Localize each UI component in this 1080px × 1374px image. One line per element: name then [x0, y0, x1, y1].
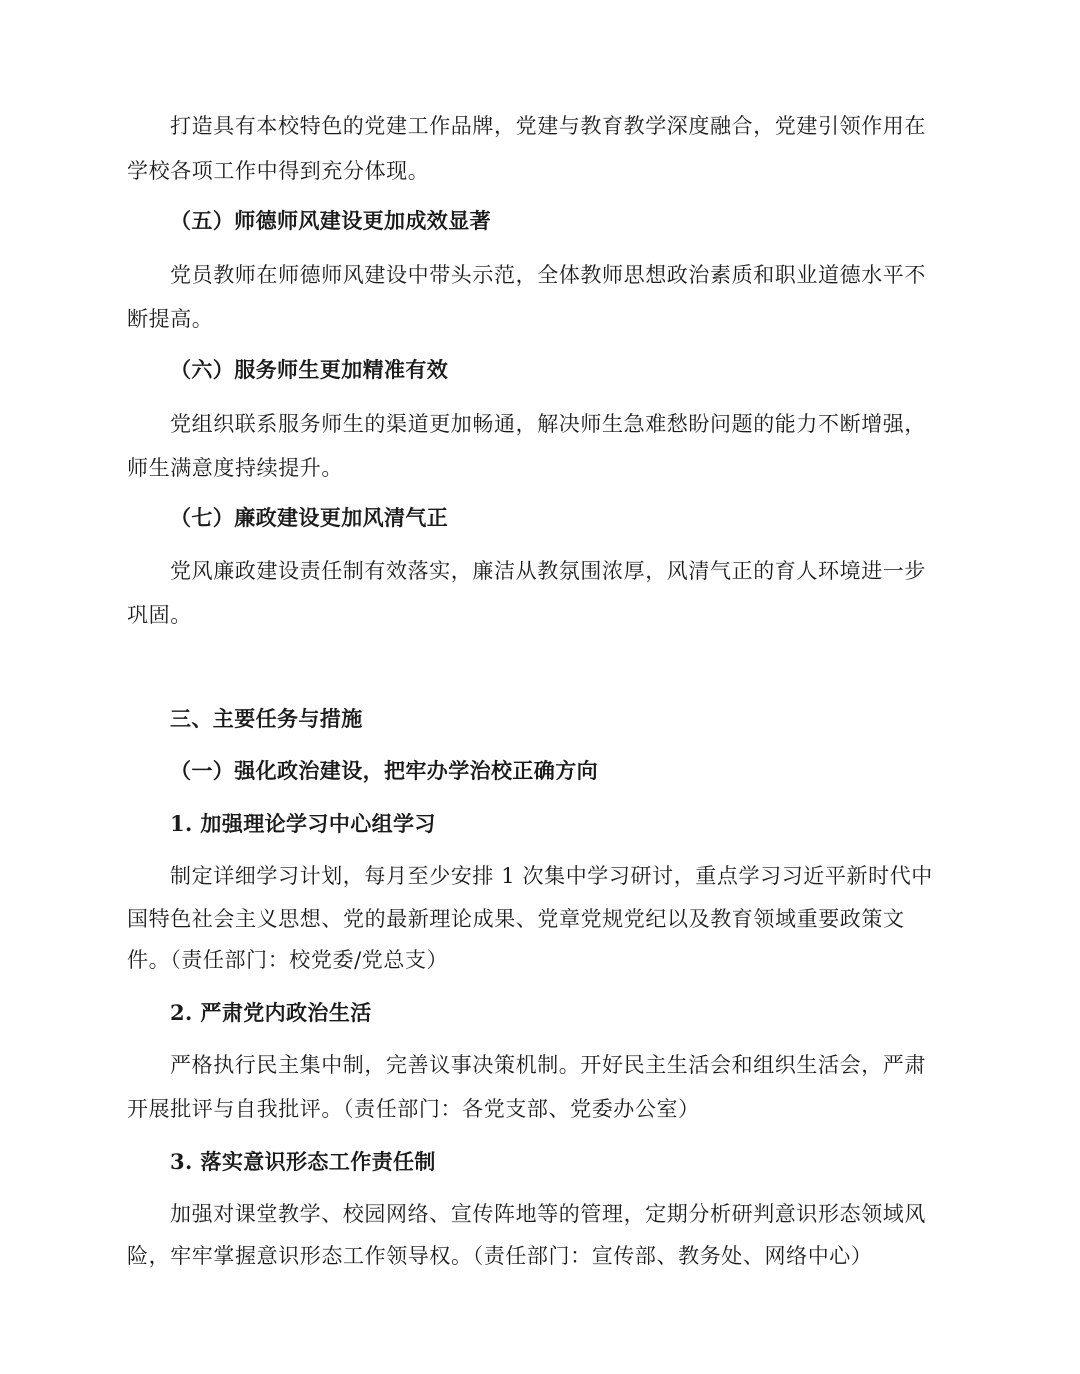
- paragraph-line: 党员教师在师德师风建设中带头示范，全体教师思想政治素质和职业道德水平不: [170, 263, 926, 287]
- subheading-five: （五）师德师风建设更加成效显著: [170, 208, 491, 233]
- section-heading-three: 三、主要任务与措施: [170, 706, 363, 731]
- subheading-seven: （七）廉政建设更加风清气正: [170, 505, 449, 530]
- paragraph-line: 打造具有本校特色的党建工作品牌，党建与教育教学深度融合，党建引领作用在: [170, 114, 926, 138]
- paragraph-line: 件。（责任部门：校党委/党总支）: [127, 948, 449, 972]
- item-heading-two: 2. 严肃党内政治生活: [170, 1000, 372, 1025]
- paragraph-line: 加强对课堂教学、校园网络、宣传阵地等的管理，定期分析研判意识形态领域风: [170, 1202, 926, 1226]
- paragraph-line: 巩固。: [127, 603, 192, 627]
- paragraph-line: 断提高。: [127, 307, 214, 331]
- subheading-six: （六）服务师生更加精准有效: [170, 357, 449, 382]
- paragraph-line: 开展批评与自我批评。（责任部门：各党支部、党委办公室）: [127, 1097, 700, 1121]
- subheading-one: （一）强化政治建设，把牢办学治校正确方向: [170, 758, 598, 783]
- paragraph-line: 师生满意度持续提升。: [127, 456, 343, 480]
- paragraph-line: 学校各项工作中得到充分体现。: [127, 159, 430, 183]
- item-heading-one: 1. 加强理论学习中心组学习: [170, 811, 436, 836]
- item-heading-three: 3. 落实意识形态工作责任制: [170, 1149, 436, 1174]
- paragraph-line: 党组织联系服务师生的渠道更加畅通，解决师生急难愁盼问题的能力不断增强，: [170, 412, 926, 436]
- paragraph-line: 险，牢牢掌握意识形态工作领导权。（责任部门：宣传部、教务处、网络中心）: [127, 1244, 873, 1268]
- paragraph-line: 制定详细学习计划，每月至少安排 1 次集中学习研讨，重点学习习近平新时代中: [170, 864, 933, 888]
- paragraph-line: 严格执行民主集中制，完善议事决策机制。开好民主生活会和组织生活会，严肃: [170, 1053, 926, 1077]
- paragraph-line: 国特色社会主义思想、党的最新理论成果、党章党规党纪以及教育领域重要政策文: [127, 907, 905, 931]
- paragraph-line: 党风廉政建设责任制有效落实，廉洁从教氛围浓厚，风清气正的育人环境进一步: [170, 559, 926, 583]
